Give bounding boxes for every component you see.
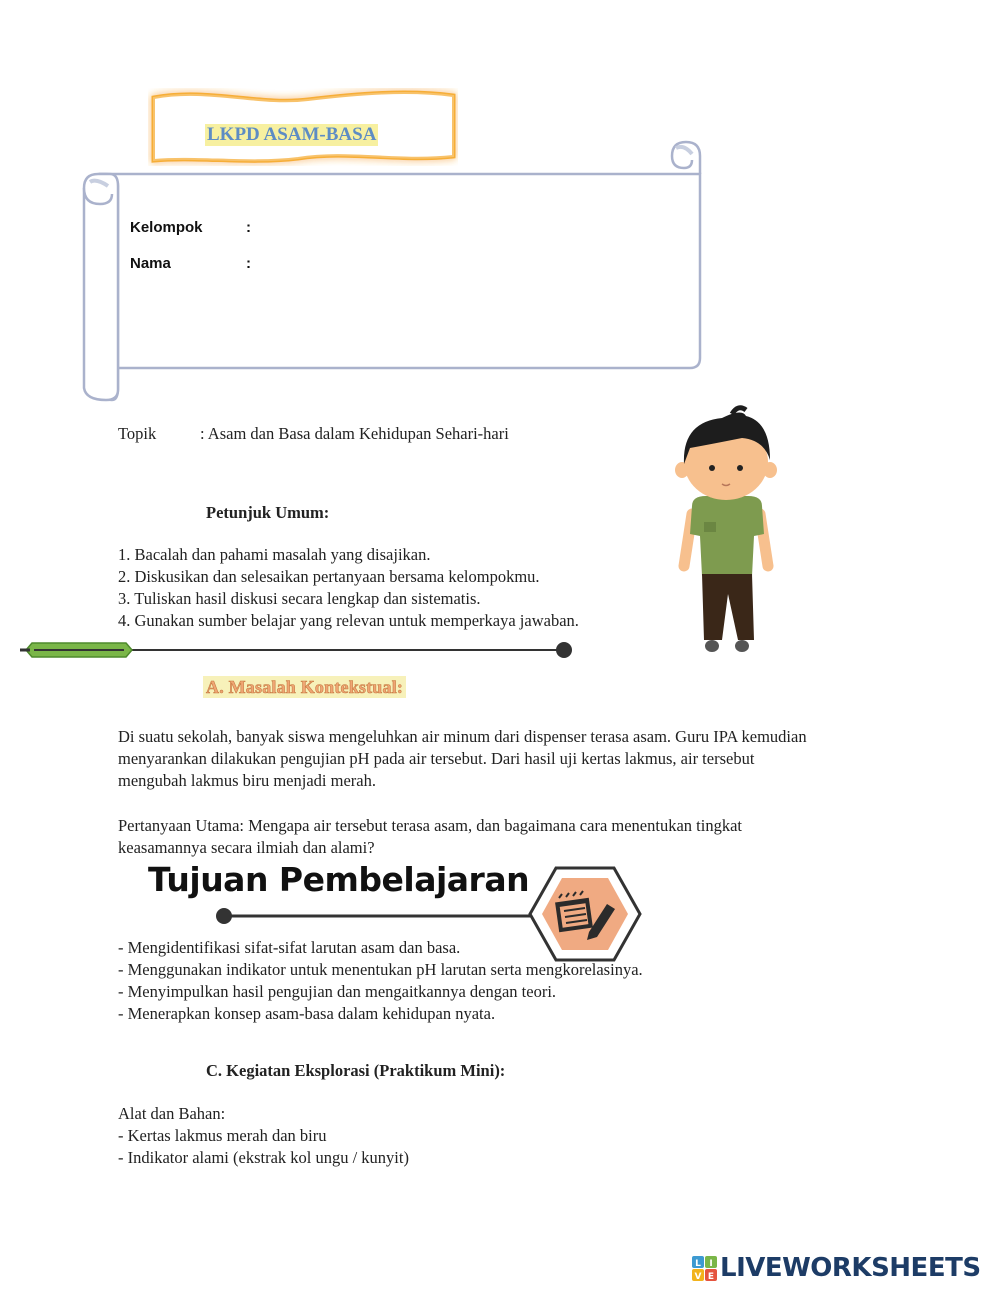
logo-letter: I bbox=[709, 1259, 713, 1269]
list-item: - Menyimpulkan hasil pengujian dan mengaitkannya dengan teori. bbox=[118, 982, 557, 1001]
field-label-kelompok: Kelompok bbox=[130, 219, 203, 236]
list-item: - Menggunakan indikator untuk menentukan pH larutan serta mengkorelasinya. bbox=[118, 960, 643, 979]
list-item: - Kertas lakmus merah dan biru bbox=[118, 1126, 327, 1145]
main-question bbox=[118, 815, 918, 859]
alat-bahan-list bbox=[118, 1125, 409, 1169]
topic-label: Topik bbox=[118, 424, 157, 443]
paragraph-line: Pertanyaan Utama: Mengapa air tersebut terasa asam, dan bagaimana cara menentukan tingkat bbox=[118, 816, 742, 835]
paragraph-line: Di suatu sekolah, banyak siswa mengeluhkan air minum dari dispenser terasa asam. Guru IPA kemudian bbox=[118, 727, 807, 746]
paragraph-line: mengubah lakmus biru menjadi merah. bbox=[118, 771, 376, 790]
field-sep-kelompok: : bbox=[246, 219, 251, 236]
logo-letter: E bbox=[707, 1272, 715, 1282]
list-item: 3. Tuliskan hasil diskusi secara lengkap dan sistematis. bbox=[118, 589, 481, 608]
list-item: - Menerapkan konsep asam-basa dalam kehidupan nyata. bbox=[118, 1004, 496, 1023]
tujuan-heading: Tujuan Pembelajaran bbox=[148, 860, 530, 899]
student-illustration bbox=[672, 404, 782, 661]
petunjuk-list bbox=[118, 544, 579, 632]
nama-input[interactable] bbox=[262, 250, 682, 330]
logo-letter: L bbox=[695, 1259, 701, 1269]
list-item: 4. Gunakan sumber belajar yang relevan untuk memperkaya jawaban. bbox=[118, 611, 579, 630]
liveworksheets-brand[interactable]: LIVEWORKSHEETS bbox=[720, 1253, 981, 1283]
logo-letter: V bbox=[694, 1272, 702, 1282]
liveworksheets-logo-mark bbox=[692, 1256, 718, 1287]
petunjuk-heading: Petunjuk Umum: bbox=[206, 503, 330, 522]
page-title: LKPD ASAM-BASA bbox=[207, 124, 377, 145]
tujuan-list bbox=[118, 937, 643, 1025]
field-label-nama: Nama bbox=[130, 255, 171, 272]
list-item: - Indikator alami (ekstrak kol ungu / kunyit) bbox=[118, 1148, 409, 1167]
list-item: - Mengidentifikasi sifat-sifat larutan asam dan basa. bbox=[118, 938, 461, 957]
kegiatan-heading: C. Kegiatan Eksplorasi (Praktikum Mini): bbox=[206, 1061, 506, 1080]
list-item: 1. Bacalah dan pahami masalah yang disajikan. bbox=[118, 545, 431, 564]
paragraph-line: menyarankan dilakukan pengujian pH pada air tersebut. Dari hasil uji kertas lakmus, air tersebut bbox=[118, 749, 755, 768]
kelompok-input[interactable] bbox=[262, 214, 682, 240]
masalah-heading: A. Masalah Kontekstual: bbox=[203, 676, 406, 698]
field-sep-nama: : bbox=[246, 255, 251, 272]
alat-bahan-label: Alat dan Bahan: bbox=[118, 1104, 226, 1123]
paragraph-line: keasamannya secara ilmiah dan alami? bbox=[118, 838, 375, 857]
section-divider bbox=[20, 638, 576, 667]
topic-value: : Asam dan Basa dalam Kehidupan Sehari-hari bbox=[200, 424, 509, 443]
masalah-paragraph bbox=[118, 726, 918, 792]
list-item: 2. Diskusikan dan selesaikan pertanyaan bersama kelompokmu. bbox=[118, 567, 540, 586]
